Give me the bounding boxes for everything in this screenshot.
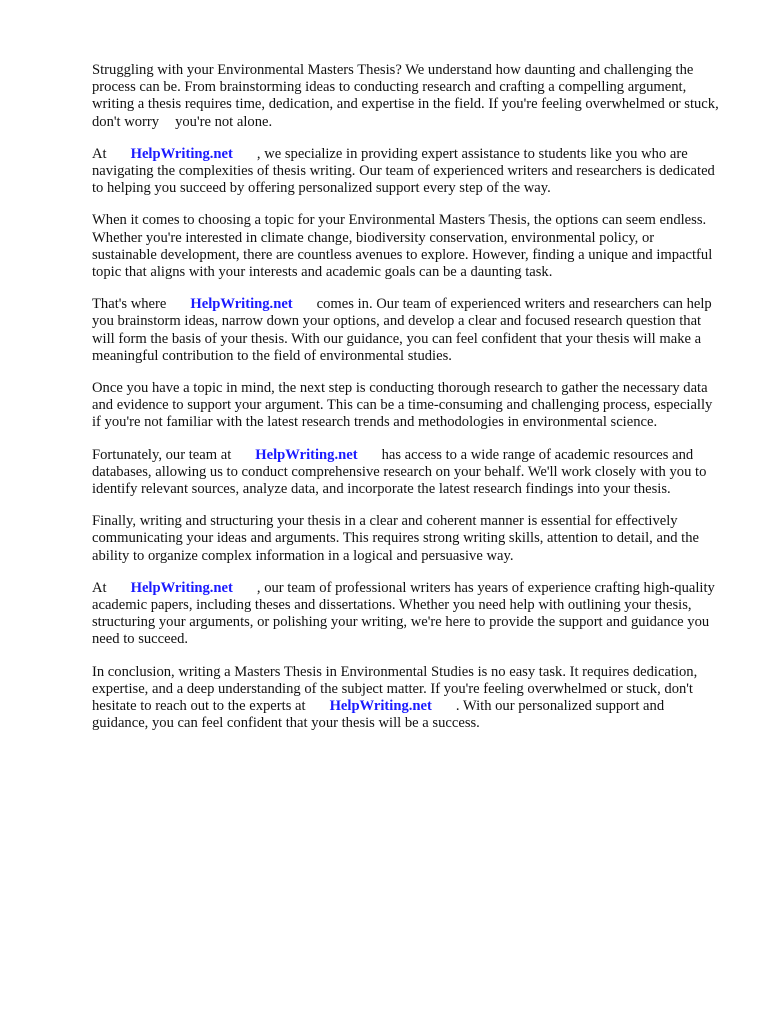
paragraph-text: When it comes to choosing a topic for your Environmental Masters Thesis, the options can seem endless. Whether you're interested in climate change, biodiversity conservation, environmental policy, or sustainable development, there are countless avenues to explore. However, finding a unique and impactful topic that aligns with your interests and academic goals can be a daunting task. xyxy=(92,212,713,281)
document-page xyxy=(92,62,722,748)
paragraph-text: has access to a wide range of academic resources and databases, allowing us to conduct comprehensive research on your behalf. We'll work closely with you to identify relevant sources, analyze data, and incorporate the latest research findings into your thesis. xyxy=(92,446,707,498)
paragraph-text: , we specialize in providing expert assistance to students like you who are navigating the complexities of thesis writing. Our team of experienced writers and researchers is dedicated to helping you succeed by offering personalized support every step of the way. xyxy=(92,145,715,197)
paragraph-text: Finally, writing and structuring your thesis in a clear and coherent manner is essential for effectively communicating your ideas and arguments. This requires strong writing skills, attention to detail, and the ability to organize complex information in a logical and persuasive way. xyxy=(92,513,700,564)
helpwriting-link[interactable]: HelpWriting.net xyxy=(255,446,358,463)
paragraph-text: Fortunately, our team at xyxy=(92,446,232,463)
paragraph-fortunately xyxy=(92,447,722,499)
paragraph-conclusion xyxy=(92,664,722,733)
paragraph-text: At xyxy=(92,579,107,596)
paragraph-text: That's where xyxy=(92,296,167,313)
paragraph-finally xyxy=(92,513,722,565)
paragraph-text: , our team of professional writers has years of experience crafting high-quality academic papers, including theses and dissertations. Whether you need help with outlining your thesis, structuring your arguments, or polishing your writing, we're here to provide the support and guidance you need to succeed. xyxy=(92,579,715,648)
paragraph-thats-where xyxy=(92,296,722,365)
paragraph-topic xyxy=(92,212,722,281)
paragraph-text: comes in. Our team of experienced writers and researchers can help you brainstorm ideas, narrow down your options, and develop a clear and focused research question that will form the basis of your thesis. With our guidance, you can feel confident that your thesis will make a meaningful contribution to the field of environmental studies. xyxy=(92,296,712,364)
helpwriting-link[interactable]: HelpWriting.net xyxy=(130,145,233,162)
paragraph-text: At xyxy=(92,145,107,162)
helpwriting-link[interactable]: HelpWriting.net xyxy=(190,296,293,313)
paragraph-text: . With our personalized support and guidance, you can feel confident that your thesis will be a success. xyxy=(92,698,665,732)
helpwriting-link[interactable]: HelpWriting.net xyxy=(130,579,233,596)
paragraph-specialize xyxy=(92,146,722,198)
paragraph-text: In conclusion, writing a Masters Thesis in Environmental Studies is no easy task. It requires dedication, expertise, and a deep understanding of the subject matter. If you're feeling overwhelmed or stuck, don't hesitate to reach out to the experts at xyxy=(92,663,698,715)
paragraph-intro xyxy=(92,62,722,131)
paragraph-text: Once you have a topic in mind, the next step is conducting thorough research to gather the necessary data and evidence to support your argument. This can be a time-consuming and challenging process, especially if you're not familiar with the latest research trends and methodologies in environmental science. xyxy=(92,380,713,431)
paragraph-research xyxy=(92,380,722,432)
helpwriting-link[interactable]: HelpWriting.net xyxy=(329,698,432,715)
paragraph-text: you're not alone. xyxy=(175,113,273,130)
paragraph-professional xyxy=(92,580,722,649)
paragraph-text: Struggling with your Environmental Masters Thesis? We understand how daunting and challenging the process can be. From brainstorming ideas to conducting research and crafting a compelling argument, writing a thesis requires time, dedication, and expertise in the field. If you're feeling overwhelmed or stuck, don't worry xyxy=(92,62,719,130)
